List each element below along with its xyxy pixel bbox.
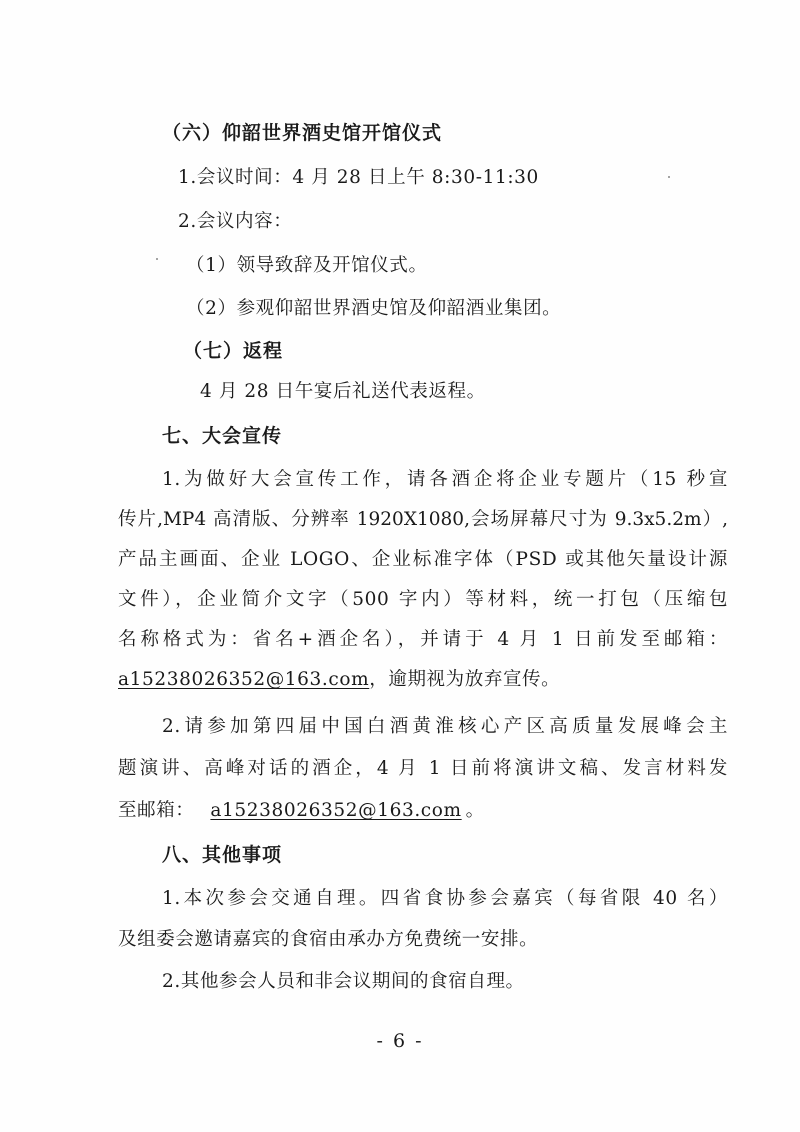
section-6-item-1: （1）领导致辞及开馆仪式。 bbox=[186, 255, 428, 276]
page-number: - 6 - bbox=[376, 1030, 424, 1052]
part-7-heading: 七、大会宣传 bbox=[162, 425, 283, 447]
section-7-return-text: 4 月 28 日午宴后礼送代表返程。 bbox=[200, 381, 486, 402]
part-7-paragraph-1-line-6 bbox=[118, 668, 560, 692]
email-link[interactable]: a15238026352@163.com bbox=[210, 800, 462, 821]
part-7-paragraph-1-line-1: 1.为做好大会宣传工作，请各酒企将企业专题片（15 秒宣 bbox=[162, 469, 728, 490]
section-6-content-label: 2.会议内容： bbox=[178, 211, 293, 232]
section-6-meeting-time: 1.会议时间：4 月 28 日上午 8:30-11:30 bbox=[178, 167, 539, 188]
part-8-heading: 八、其他事项 bbox=[162, 844, 283, 866]
part-7-paragraph-2-prefix: 至邮箱： bbox=[118, 800, 195, 821]
part-8-paragraph-2: 2.其他参会人员和非会议期间的食宿自理。 bbox=[162, 971, 525, 992]
part-7-paragraph-1-line-4: 文件），企业简介文字（500 字内）等材料，统一打包（压缩包 bbox=[118, 589, 728, 610]
section-7-heading: （七）返程 bbox=[183, 340, 284, 362]
part-7-paragraph-1-line-3: 产品主画面、企业 LOGO、企业标准字体（PSD 或其他矢量设计源 bbox=[118, 549, 728, 570]
scan-speck bbox=[156, 258, 158, 260]
part-8-paragraph-1-line-2: 及组委会邀请嘉宾的食宿由承办方免费统一安排。 bbox=[118, 929, 539, 950]
part-7-paragraph-1-tail: ，逾期视为放弃宣传。 bbox=[369, 669, 561, 690]
scan-speck bbox=[668, 176, 670, 178]
part-7-paragraph-1-line-2: 传片,MP4 高清版、分辨率 1920X1080,会场屏幕尺寸为 9.3x5.2m）, bbox=[118, 509, 728, 530]
section-6-heading: （六）仰韶世界酒史馆开馆仪式 bbox=[162, 122, 443, 144]
part-7-paragraph-2-line-2: 题演讲、高峰对话的酒企，4 月 1 日前将演讲文稿、发言材料发 bbox=[118, 758, 728, 779]
part-8-paragraph-1-line-1: 1.本次参会交通自理。四省食协参会嘉宾（每省限 40 名） bbox=[162, 888, 728, 909]
part-7-paragraph-2-line-3 bbox=[118, 799, 485, 823]
part-7-paragraph-1-line-5: 名称格式为：省名+酒企名），并请于 4 月 1 日前发至邮箱： bbox=[118, 629, 728, 650]
section-6-item-2: （2）参观仰韶世界酒史馆及仰韶酒业集团。 bbox=[186, 298, 562, 319]
part-7-paragraph-2-tail: 。 bbox=[465, 800, 485, 821]
part-7-paragraph-2-line-1: 2.请参加第四届中国白酒黄淮核心产区高质量发展峰会主 bbox=[162, 716, 728, 737]
email-link[interactable]: a15238026352@163.com bbox=[118, 669, 370, 690]
